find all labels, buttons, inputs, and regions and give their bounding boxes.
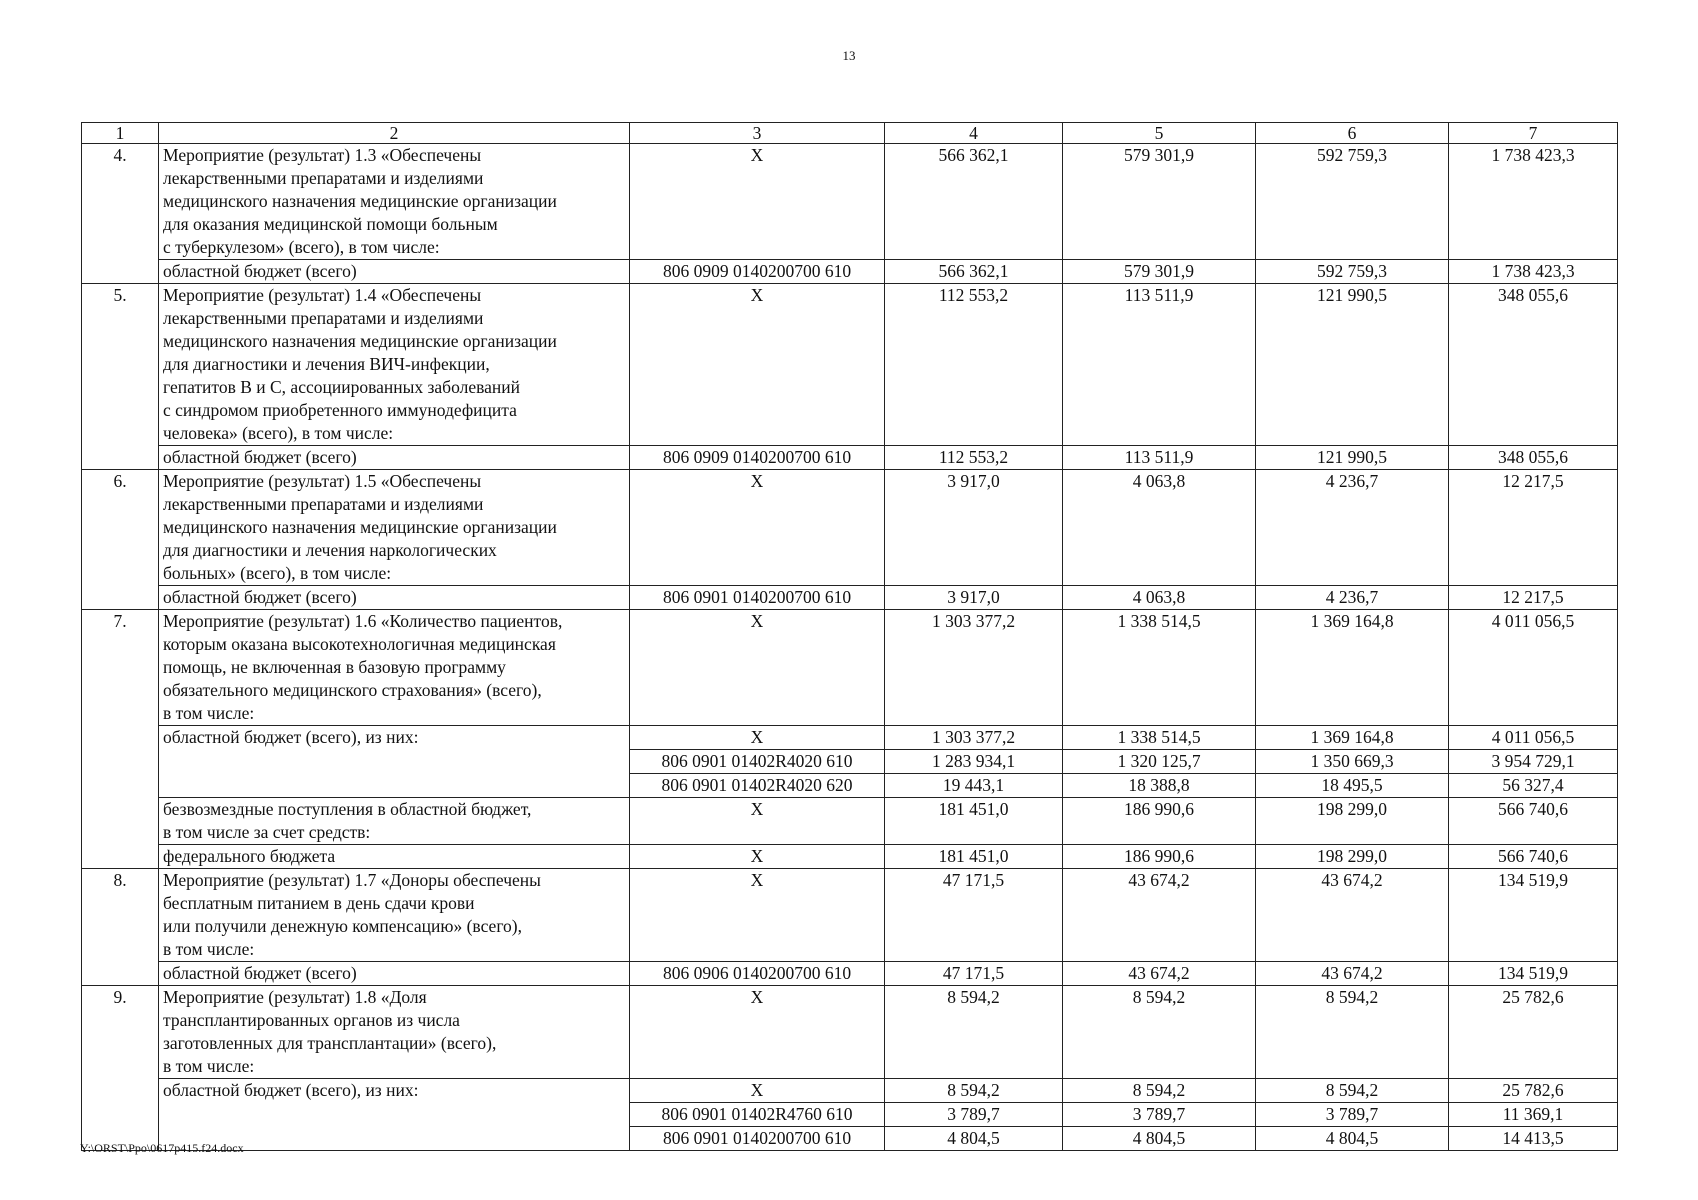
value-col5: 3 789,7 [1063,1103,1256,1127]
value-col4: 566 362,1 [885,260,1063,284]
description-line: медицинского назначения медицинские организации [163,517,557,537]
description-line: для диагностики и лечения ВИЧ-инфекции, [163,354,490,374]
value-col4: 3 789,7 [885,1103,1063,1127]
value-col7: 1 738 423,3 [1449,144,1618,260]
header-cell: 2 [159,123,630,144]
budget-code: X [630,1079,885,1103]
value-col7: 56 327,4 [1449,774,1618,798]
value-col7: 348 055,6 [1449,284,1618,446]
value-col4: 112 553,2 [885,284,1063,446]
value-col6: 1 369 164,8 [1256,610,1449,726]
header-cell: 6 [1256,123,1449,144]
value-col5: 4 804,5 [1063,1127,1256,1151]
row-description [159,284,630,446]
value-col6: 43 674,2 [1256,869,1449,962]
value-col7: 4 011 056,5 [1449,726,1618,750]
row-description [159,986,630,1079]
value-col6: 198 299,0 [1256,845,1449,869]
value-col6: 121 990,5 [1256,284,1449,446]
table-row [82,144,1618,260]
row-description: федерального бюджета [159,845,630,869]
description-line: лекарственными препаратами и изделиями [163,494,484,514]
value-col4: 1 303 377,2 [885,726,1063,750]
budget-code: X [630,798,885,845]
table-row [82,1079,1618,1103]
value-col4: 3 917,0 [885,470,1063,586]
value-col4: 19 443,1 [885,774,1063,798]
description-line: медицинского назначения медицинские организации [163,331,557,351]
row-number: 5. [82,284,159,470]
budget-code: 806 0909 0140200700 610 [630,446,885,470]
value-col4: 8 594,2 [885,1079,1063,1103]
row-description [159,144,630,260]
row-description: областной бюджет (всего) [159,260,630,284]
row-description [159,610,630,726]
value-col5: 113 511,9 [1063,446,1256,470]
description-line: с туберкулезом» (всего), в том числе: [163,237,440,257]
description-line: лекарственными препаратами и изделиями [163,308,484,328]
description-line: которым оказана высокотехнологичная медицинская [163,634,556,654]
description-line: Мероприятие (результат) 1.7 «Доноры обеспечены [163,870,541,890]
value-col6: 121 990,5 [1256,446,1449,470]
value-col6: 1 350 669,3 [1256,750,1449,774]
file-path-footer: Y:\ORST\Ppo\0617p415.f24.docx [80,1141,244,1155]
value-col5: 18 388,8 [1063,774,1256,798]
header-cell: 3 [630,123,885,144]
value-col5: 8 594,2 [1063,986,1256,1079]
budget-code: 806 0901 01402R4760 610 [630,1103,885,1127]
budget-code: 806 0906 0140200700 610 [630,962,885,986]
value-col6: 3 789,7 [1256,1103,1449,1127]
header-cell: 5 [1063,123,1256,144]
description-line: обязательного медицинского страхования» (всего), [163,680,542,700]
row-number: 9. [82,986,159,1151]
description-line: Мероприятие (результат) 1.8 «Доля [163,987,427,1007]
table-row [82,284,1618,446]
value-col4: 566 362,1 [885,144,1063,260]
table-row [82,470,1618,586]
description-line: Мероприятие (результат) 1.5 «Обеспечены [163,471,482,491]
budget-code: X [630,986,885,1079]
value-col5: 4 063,8 [1063,470,1256,586]
value-col7: 348 055,6 [1449,446,1618,470]
budget-code: X [630,284,885,446]
table-row [82,586,1618,610]
description-line: гепатитов В и С, ассоциированных заболеваний [163,377,520,397]
header-cell: 7 [1449,123,1618,144]
table-row [82,260,1618,284]
description-line: для диагностики и лечения наркологических [163,540,497,560]
value-col5: 113 511,9 [1063,284,1256,446]
value-col7: 1 738 423,3 [1449,260,1618,284]
value-col7: 12 217,5 [1449,586,1618,610]
budget-code: 806 0901 0140200700 610 [630,1127,885,1151]
description-line: человека» (всего), в том числе: [163,423,394,443]
value-col7: 12 217,5 [1449,470,1618,586]
value-col7: 134 519,9 [1449,869,1618,962]
table-row [82,869,1618,962]
value-col4: 3 917,0 [885,586,1063,610]
value-col7: 14 413,5 [1449,1127,1618,1151]
value-col6: 592 759,3 [1256,144,1449,260]
value-col5: 186 990,6 [1063,798,1256,845]
description-line: бесплатным питанием в день сдачи крови [163,893,475,913]
budget-code: X [630,144,885,260]
budget-code: 806 0901 0140200700 610 [630,586,885,610]
description-line: трансплантированных органов из числа [163,1010,460,1030]
page-number: 13 [842,48,856,63]
value-col4: 8 594,2 [885,986,1063,1079]
description-line: для оказания медицинской помощи больным [163,214,498,234]
value-col4: 47 171,5 [885,962,1063,986]
value-col7: 4 011 056,5 [1449,610,1618,726]
row-description [159,869,630,962]
value-col6: 8 594,2 [1256,1079,1449,1103]
value-col6: 4 804,5 [1256,1127,1449,1151]
budget-code: 806 0909 0140200700 610 [630,260,885,284]
description-line: в том числе за счет средств: [163,822,371,842]
budget-code: X [630,726,885,750]
budget-code: X [630,869,885,962]
table-row [82,610,1618,726]
description-line: лекарственными препаратами и изделиями [163,168,484,188]
value-col4: 112 553,2 [885,446,1063,470]
budget-code: X [630,610,885,726]
description-line: Мероприятие (результат) 1.4 «Обеспечены [163,285,482,305]
budget-code: 806 0901 01402R4020 610 [630,750,885,774]
value-col6: 18 495,5 [1256,774,1449,798]
value-col5: 43 674,2 [1063,962,1256,986]
table-row [82,845,1618,869]
value-col5: 1 338 514,5 [1063,610,1256,726]
value-col4: 1 303 377,2 [885,610,1063,726]
description-line: безвозмездные поступления в областной бюджет, [163,799,532,819]
description-line: медицинского назначения медицинские организации [163,191,557,211]
value-col5: 4 063,8 [1063,586,1256,610]
table-row [82,798,1618,845]
description-line: заготовленных для трансплантации» (всего), [163,1033,497,1053]
row-description: областной бюджет (всего), из них: [159,726,630,798]
row-number: 7. [82,610,159,869]
value-col6: 8 594,2 [1256,986,1449,1079]
value-col6: 43 674,2 [1256,962,1449,986]
value-col5: 579 301,9 [1063,144,1256,260]
row-description: областной бюджет (всего) [159,446,630,470]
row-number: 8. [82,869,159,986]
header-cell: 4 [885,123,1063,144]
table-row [82,446,1618,470]
description-line: в том числе: [163,939,255,959]
value-col4: 4 804,5 [885,1127,1063,1151]
value-col4: 47 171,5 [885,869,1063,962]
description-line: Мероприятие (результат) 1.6 «Количество пациентов, [163,611,563,631]
value-col7: 25 782,6 [1449,1079,1618,1103]
budget-table [81,122,1618,1151]
description-line: в том числе: [163,1056,255,1076]
row-number: 4. [82,144,159,284]
value-col4: 181 451,0 [885,798,1063,845]
value-col7: 11 369,1 [1449,1103,1618,1127]
value-col7: 566 740,6 [1449,845,1618,869]
value-col7: 134 519,9 [1449,962,1618,986]
row-number: 6. [82,470,159,610]
value-col6: 198 299,0 [1256,798,1449,845]
description-line: с синдромом приобретенного иммунодефицита [163,400,517,420]
value-col5: 43 674,2 [1063,869,1256,962]
budget-code: 806 0901 01402R4020 620 [630,774,885,798]
value-col5: 186 990,6 [1063,845,1256,869]
description-line: Мероприятие (результат) 1.3 «Обеспечены [163,145,482,165]
description-line: в том числе: [163,703,255,723]
value-col5: 8 594,2 [1063,1079,1256,1103]
value-col7: 566 740,6 [1449,798,1618,845]
table-row [82,726,1618,750]
row-description [159,798,630,845]
value-col7: 25 782,6 [1449,986,1618,1079]
value-col5: 1 338 514,5 [1063,726,1256,750]
budget-code: X [630,845,885,869]
description-line: помощь, не включенная в базовую программу [163,657,506,677]
value-col5: 579 301,9 [1063,260,1256,284]
value-col6: 4 236,7 [1256,586,1449,610]
row-description: областной бюджет (всего), из них: [159,1079,630,1151]
value-col6: 592 759,3 [1256,260,1449,284]
header-cell: 1 [82,123,159,144]
header-row [82,123,1618,144]
row-description: областной бюджет (всего) [159,586,630,610]
row-description [159,470,630,586]
table-row [82,962,1618,986]
value-col7: 3 954 729,1 [1449,750,1618,774]
budget-code: X [630,470,885,586]
value-col4: 181 451,0 [885,845,1063,869]
table-row [82,986,1618,1079]
value-col6: 4 236,7 [1256,470,1449,586]
description-line: или получили денежную компенсацию» (всего), [163,916,523,936]
value-col5: 1 320 125,7 [1063,750,1256,774]
value-col4: 1 283 934,1 [885,750,1063,774]
row-description: областной бюджет (всего) [159,962,630,986]
description-line: больных» (всего), в том числе: [163,563,392,583]
value-col6: 1 369 164,8 [1256,726,1449,750]
